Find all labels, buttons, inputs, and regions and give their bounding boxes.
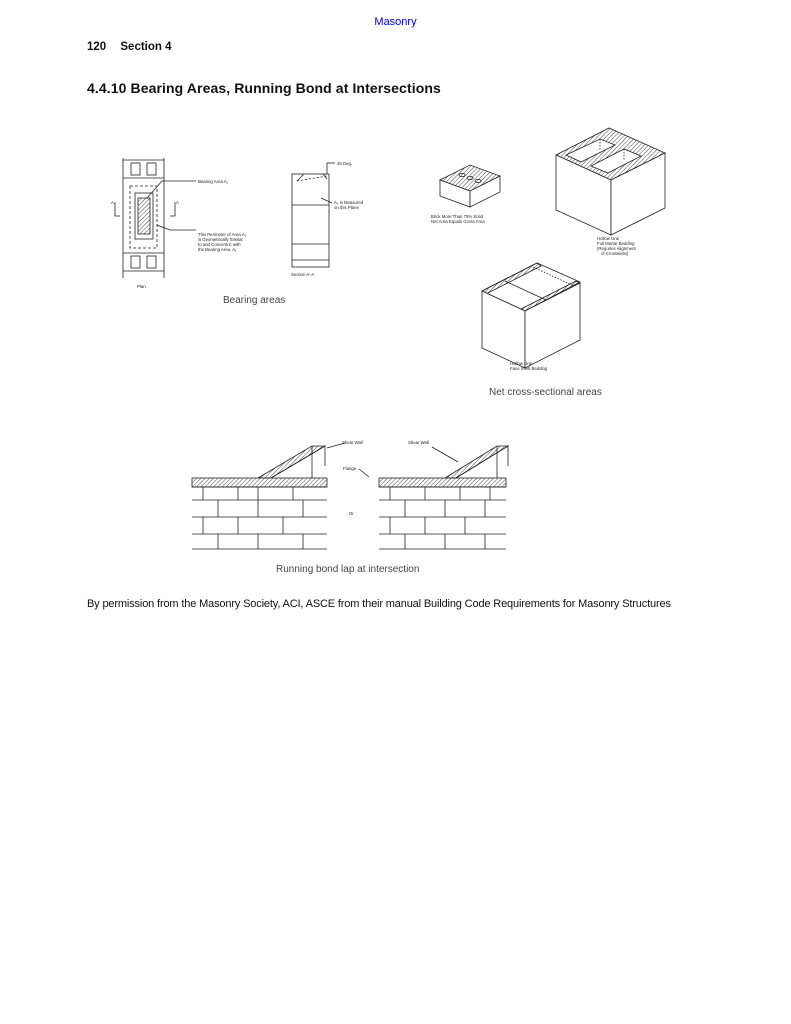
shear-wall-label-left: Shear Wall	[342, 440, 363, 445]
section-label: Section 4	[120, 41, 172, 53]
header-masonry-link[interactable]: Masonry	[374, 16, 417, 28]
section-mark-a-left: A	[111, 200, 114, 205]
shear-wall-label-right: Shear Wall	[408, 440, 429, 445]
full-bedding-line-1: Hollow Unit	[597, 236, 619, 241]
section-title: 4.4.10 Bearing Areas, Running Bond at Intersections	[87, 80, 441, 96]
perimeter-line-1: This Perimeter of Area A₂	[198, 232, 247, 237]
plan-view-drawing	[115, 158, 196, 278]
solid-brick-drawing	[440, 165, 500, 207]
or-label: Or	[349, 511, 354, 516]
net-areas-caption: Net cross-sectional areas	[489, 387, 602, 398]
running-bond-caption: Running bond lap at intersection	[276, 564, 420, 575]
a2-line-2: on this Plane	[334, 205, 359, 210]
hollow-unit-face-shell-drawing	[482, 263, 580, 368]
bearing-areas-caption: Bearing areas	[223, 295, 286, 306]
section-aa-drawing	[292, 163, 335, 267]
brick-line-1: Brick More Than 75% Solid	[431, 214, 483, 219]
perimeter-line-2: is Geometrically Similar	[198, 237, 243, 242]
perimeter-line-3: to and Concentric with	[198, 242, 241, 247]
figure-credit: By permission from the Masonry Society, ACI, ASCE from their manual Building Code Requirements for Masonry Structures	[87, 598, 671, 610]
bearing-area-label: Bearing Area A₁	[198, 179, 229, 184]
flange-label: Flange	[343, 466, 357, 471]
full-bedding-line-3: (Requires Alignment	[597, 246, 636, 251]
brick-line-2: Net Area Equals Gross Area	[431, 219, 485, 224]
running-bond-left-drawing	[192, 446, 327, 549]
plan-label: Plan	[137, 284, 146, 289]
angle-label: 45 Deg.	[337, 161, 353, 166]
face-shell-line-2: Face Shell Bedding	[510, 366, 548, 371]
full-bedding-line-2: Full Mortar Bedding	[597, 241, 635, 246]
face-shell-line-1: Hollow Unit	[510, 361, 532, 366]
running-bond-right-drawing	[327, 443, 508, 549]
hollow-unit-full-bedding-drawing	[556, 128, 665, 235]
section-mark-a-right: A	[176, 200, 179, 205]
perimeter-line-4: the Bearing Area, A₁	[198, 247, 237, 252]
a2-line-1: A₂ is Measured	[334, 200, 364, 205]
section-aa-label: Section A–A	[291, 272, 315, 277]
page-number: 120	[87, 41, 107, 53]
full-bedding-line-4: of Crosswebs)	[601, 251, 629, 256]
